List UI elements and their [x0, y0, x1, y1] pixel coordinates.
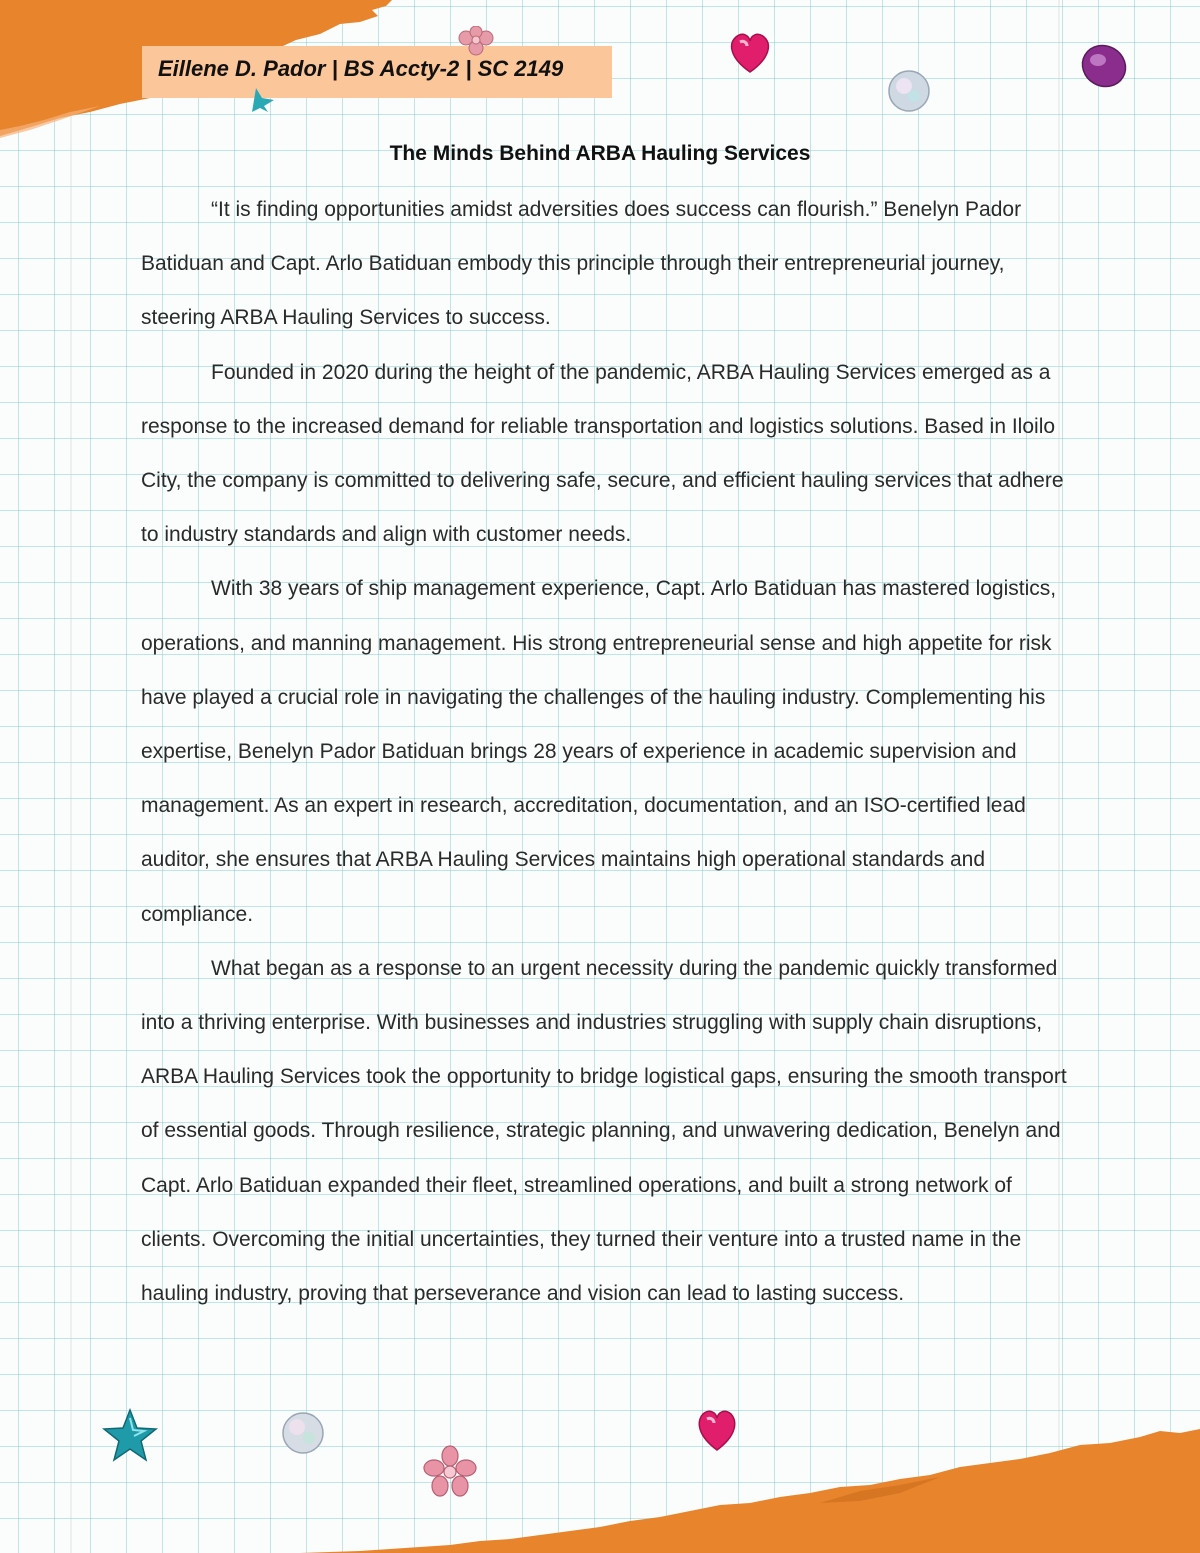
document-body	[141, 183, 1071, 1321]
pink-flower-gem-icon	[456, 26, 496, 56]
purple-oval-gem-icon	[1078, 40, 1130, 92]
document-title: The Minds Behind ARBA Hauling Services	[389, 142, 811, 165]
opal-round-gem-icon	[886, 68, 932, 114]
paper-crease	[70, 0, 72, 1553]
pink-heart-gem-icon	[726, 28, 774, 76]
author-label: Eillene D. Pador | BS Accty-2 | SC 2149	[142, 46, 612, 98]
paragraph: What began as a response to an urgent necessity during the pandemic quickly transformed into a thriving enterprise. With businesses and industries struggling with supply chain disruptions, ARBA Hauling Services took the opportunity to bridge logistical gaps, ensuring the smooth transport of essential goods. Through resilience, strategic planning, and unwavering dedication, Benelyn and Capt. Arlo Batiduan expanded their fleet, streamlined operations, and built a strong network of clients. Overcoming the initial uncertainties, they turned their venture into a trusted name in the hauling industry, proving that perseverance and vision can lead to lasting success.	[141, 956, 1067, 1306]
pink-heart-gem-icon	[694, 1404, 740, 1454]
paragraph: “It is finding opportunities amidst adversities does success can flourish.” Benelyn Pador Batiduan and Capt. Arlo Batiduan embody this principle through their entrepreneurial journey, steering ARBA Hauling Services to success.	[141, 198, 1022, 330]
teal-star-gem-icon	[248, 88, 288, 112]
opal-round-gem-icon	[280, 1410, 326, 1456]
paragraph: With 38 years of ship management experience, Capt. Arlo Batiduan has mastered logistics, operations, and manning management. His strong entrepreneurial sense and high appetite for risk have played a crucial role in navigating the challenges of the hauling industry. Complementing his expertise, Benelyn Pador Batiduan brings 28 years of experience in academic supervision and management. As an expert in research, accreditation, documentation, and an ISO-certified lead auditor, she ensures that ARBA Hauling Services maintains high operational standards and compliance.	[141, 577, 1057, 926]
teal-star-gem-icon	[102, 1408, 158, 1464]
paragraph: Founded in 2020 during the height of the pandemic, ARBA Hauling Services emerged as a response to the increased demand for reliable transportation and logistics solutions. Based in Iloilo City, the company is committed to delivering safe, secure, and efficient hauling services that adhere to industry standards and align with customer needs.	[141, 360, 1064, 547]
pink-flower-gem-icon	[422, 1444, 478, 1500]
